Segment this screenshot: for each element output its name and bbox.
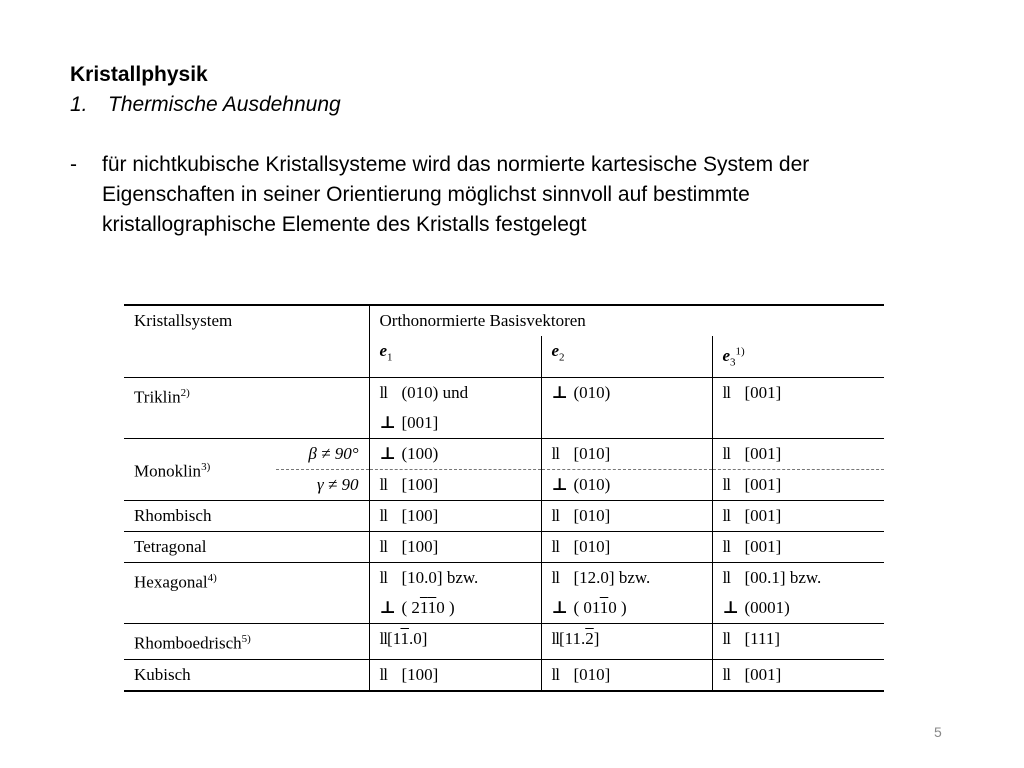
cell-monoklin-gamma-e1: ll [100] — [369, 470, 541, 501]
table-row-kubisch — [124, 659, 884, 691]
slide-subtitle — [70, 90, 970, 120]
cell-monoklin-beta-e3: ll [001] — [712, 439, 884, 470]
perpendicular-symbol: ⊥ — [379, 598, 396, 618]
cell-monoklin-beta-e2: ll [010] — [541, 439, 712, 470]
parallel-symbol: ll — [551, 537, 559, 557]
slide-title: Kristallphysik — [70, 63, 208, 86]
perpendicular-symbol: ⊥ — [379, 444, 396, 464]
system-kubisch: Kubisch — [124, 659, 369, 691]
perpendicular-symbol: ⊥ — [551, 475, 568, 495]
cell-triklin-e2: ⊥ (010) — [541, 378, 712, 439]
bullet-paragraph — [70, 150, 970, 240]
cell-hexagonal-e2a: ll [12.0] bzw. — [541, 563, 712, 594]
perpendicular-symbol: ⊥ — [379, 413, 396, 433]
perpendicular-symbol: ⊥ — [722, 598, 739, 618]
cell-rhombisch-e3: ll [001] — [712, 501, 884, 532]
parallel-symbol: ll — [722, 568, 730, 588]
crystal-system-table — [124, 304, 884, 692]
system-rhomboedrisch: Rhomboedrisch$^{5)}$ — [124, 624, 369, 660]
header-e2: $e_2$ — [541, 336, 712, 378]
header-e1: $e_1$ — [369, 336, 541, 378]
subtitle-text: Thermische Ausdehnung — [108, 93, 341, 116]
parallel-symbol: ll — [379, 664, 387, 684]
cell-rhomboedrisch-e3: ll [111] — [712, 624, 884, 660]
parallel-symbol: ll — [551, 506, 559, 526]
system-tetragonal: Tetragonal — [124, 532, 369, 563]
cell-tetragonal-e2: ll [010] — [541, 532, 712, 563]
bullet-line-1: für nichtkubische Kristallsysteme wird das normierte kartesische System der — [102, 153, 810, 176]
condition-beta: β ≠ 90° — [276, 439, 369, 470]
cell-kubisch-e1: ll [100] — [369, 659, 541, 691]
cell-hexagonal-e1b: ⊥ ( 2110 ) — [369, 593, 541, 624]
cell-kubisch-e3: ll [001] — [712, 659, 884, 691]
parallel-symbol: ll — [722, 444, 730, 464]
table-row-rhombisch — [124, 501, 884, 532]
parallel-symbol: ll — [551, 664, 559, 684]
parallel-symbol: ll — [722, 506, 730, 526]
spacer — [70, 120, 970, 150]
cell-rhombisch-e1: ll [100] — [369, 501, 541, 532]
parallel-symbol: ll — [722, 537, 730, 557]
system-hexagonal: Hexagonal$^{4)}$ — [124, 563, 369, 624]
parallel-symbol: ll — [379, 383, 387, 403]
cell-rhomboedrisch-e2: ll[11.2] — [541, 624, 712, 660]
perpendicular-symbol: ⊥ — [551, 598, 568, 618]
parallel-symbol: ll — [551, 568, 559, 588]
cell-hexagonal-e3b: ⊥ (0001) — [712, 593, 884, 624]
system-rhombisch: Rhombisch — [124, 501, 369, 532]
parallel-symbol: ll — [379, 506, 387, 526]
parallel-symbol: ll — [379, 537, 387, 557]
cell-triklin-e3: ll [001] — [712, 378, 884, 439]
cell-kubisch-e2: ll [010] — [541, 659, 712, 691]
cell-triklin-e1b: ⊥ [001] — [369, 408, 541, 439]
parallel-symbol: ll — [722, 383, 730, 403]
page-number: 5 — [934, 724, 942, 740]
header-basisvektoren: Orthonormierte Basisvektoren — [369, 305, 884, 336]
cell-monoklin-beta-e1: ⊥ (100) — [369, 439, 541, 470]
system-triklin: Triklin$^{2)}$ — [124, 378, 369, 439]
cell-hexagonal-e1a: ll [10.0] bzw. — [369, 563, 541, 594]
header-kristallsystem: Kristallsystem — [124, 305, 369, 378]
cell-rhomboedrisch-e1: ll[11.0] — [369, 624, 541, 660]
table-row-hexagonal — [124, 563, 884, 594]
table-row-triklin — [124, 378, 884, 409]
cell-monoklin-gamma-e2: ⊥ (010) — [541, 470, 712, 501]
parallel-symbol: ll — [551, 629, 559, 649]
parallel-symbol: ll — [379, 568, 387, 588]
cell-hexagonal-e3a: ll [00.1] bzw. — [712, 563, 884, 594]
cell-triklin-e1a: ll (010) und — [369, 378, 541, 409]
perpendicular-symbol: ⊥ — [551, 383, 568, 403]
condition-gamma: γ ≠ 90 — [276, 470, 369, 501]
parallel-symbol: ll — [722, 629, 730, 649]
parallel-symbol: ll — [379, 475, 387, 495]
cell-rhombisch-e2: ll [010] — [541, 501, 712, 532]
bullet-line-2: Eigenschaften in seiner Orientierung möglichst sinnvoll auf bestimmte — [102, 183, 750, 206]
bullet-dash: - — [70, 153, 77, 176]
slide-text — [70, 60, 970, 240]
subtitle-number: 1. — [70, 93, 88, 116]
bullet-line-3: kristallographische Elemente des Kristalls festgelegt — [102, 213, 587, 236]
parallel-symbol: ll — [722, 475, 730, 495]
system-monoklin: Monoklin$^{3)}$ — [124, 439, 276, 501]
parallel-symbol: ll — [722, 664, 730, 684]
table-row-tetragonal — [124, 532, 884, 563]
cell-tetragonal-e1: ll [100] — [369, 532, 541, 563]
table-header-row — [124, 305, 884, 336]
cell-tetragonal-e3: ll [001] — [712, 532, 884, 563]
header-e3: $e_3^{1)}$ — [712, 336, 884, 378]
cell-monoklin-gamma-e3: ll [001] — [712, 470, 884, 501]
parallel-symbol: ll — [379, 629, 387, 649]
table-row-monoklin-beta — [124, 439, 884, 470]
parallel-symbol: ll — [551, 444, 559, 464]
table-row-rhomboedrisch — [124, 624, 884, 660]
cell-hexagonal-e2b: ⊥ ( 0110 ) — [541, 593, 712, 624]
